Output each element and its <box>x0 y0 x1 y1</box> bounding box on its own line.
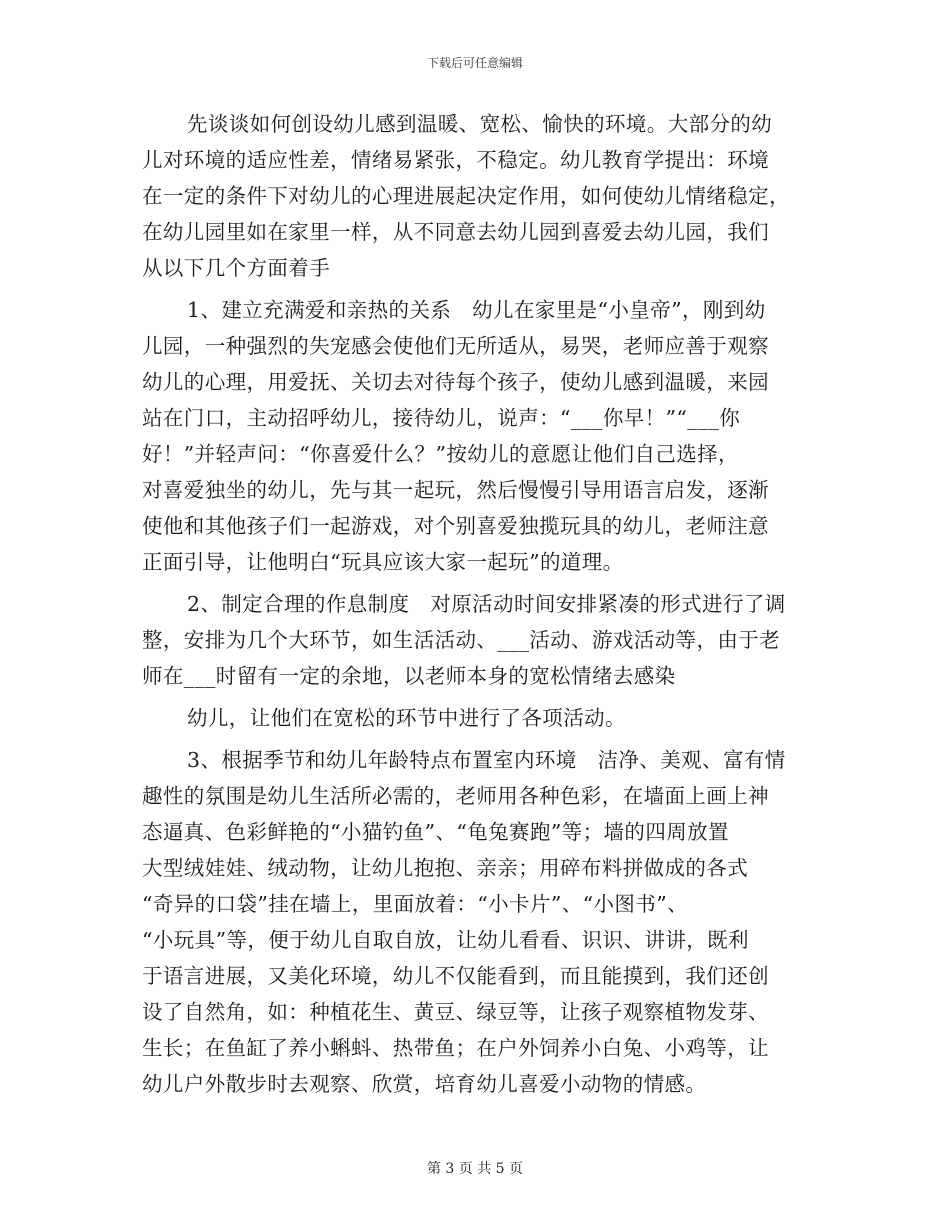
paragraph-3-line-2: 整，安排为几个大环节，如生活活动、___活动、游戏活动等，由于老 <box>142 628 781 652</box>
paragraph-1-line-4: 在幼儿园里如在家里一样，从不同意去幼儿园到喜爱去幼儿园，我们 <box>142 220 769 244</box>
page-header: 下载后可任意编辑 <box>426 56 523 70</box>
paragraph-3-line-3: 师在___时留有一定的余地，以老师本身的宽松情绪去感染 <box>142 664 676 688</box>
paragraph-5-line-7: 于语言进展，又美化环境，幼儿不仅能看到，而且能摸到，我们还创 <box>142 964 769 988</box>
paragraph-4-line-1: 幼儿，让他们在宽松的环节中进行了各项活动。 <box>187 706 626 730</box>
paragraph-2-line-7: 使他和其他孩子们一起游戏，对个别喜爱独揽玩具的幼儿，老师注意 <box>142 514 769 538</box>
document-body <box>142 106 808 1102</box>
paragraph-5-line-1: 3、根据季节和幼儿年龄特点布置室内环境 洁净、美观、富有情 <box>187 748 786 772</box>
paragraph-5-line-8: 设了自然角，如：种植花生、黄豆、绿豆等，让孩子观察植物发芽、 <box>142 1000 769 1024</box>
paragraph-1-line-3: 在一定的条件下对幼儿的心理进展起决定作用，如何使幼儿情绪稳定， <box>142 184 790 208</box>
paragraph-2-line-1: 1、建立充满爱和亲热的关系 幼儿在家里是“小皇帝”，刚到幼 <box>187 298 766 322</box>
paragraph-5-line-10: 幼儿户外散步时去观察、欣赏，培育幼儿喜爱小动物的情感。 <box>142 1072 707 1096</box>
paragraph-1-line-5: 从以下几个方面着手 <box>142 256 331 280</box>
paragraph-3-line-1: 2、制定合理的作息制度 对原活动时间安排紧凑的形式进行了调 <box>187 592 786 616</box>
paragraph-2-line-8: 正面引导，让他明白“玩具应该大家一起玩”的道理。 <box>142 550 624 574</box>
paragraph-5-line-6: “小玩具”等，便于幼儿自取自放，让幼儿看看、识识、讲讲，既利 <box>142 928 749 952</box>
paragraph-2-line-2: 儿园，一种强烈的失宠感会使他们无所适从，易哭，老师应善于观察 <box>142 334 769 358</box>
paragraph-5-line-9: 生长；在鱼缸了养小蝌蚪、热带鱼；在户外饲养小白兔、小鸡等，让 <box>142 1036 769 1060</box>
paragraph-5-line-3: 态逼真、色彩鲜艳的“小猫钓鱼”、“龟兔赛跑”等；墙的四周放置 <box>142 820 729 844</box>
paragraph-5-line-2: 趣性的氛围是幼儿生活所必需的，老师用各种色彩，在墙面上画上神 <box>142 784 769 808</box>
paragraph-2-line-5: 好！”并轻声问：“你喜爱什么？”按幼儿的意愿让他们自己选择， <box>142 442 739 466</box>
paragraph-1-line-1: 先谈谈如何创设幼儿感到温暖、宽松、愉快的环境。大部分的幼 <box>187 112 773 136</box>
page-number-footer: 第 3 页 共 5 页 <box>426 1161 524 1177</box>
paragraph-2-line-4: 站在门口，主动招呼幼儿，接待幼儿，说声：“___你早！”“___你 <box>142 406 741 430</box>
paragraph-5-line-4: 大型绒娃娃、绒动物，让幼儿抱抱、亲亲；用碎布料拼做成的各式 <box>142 856 749 880</box>
paragraph-2-line-6: 对喜爱独坐的幼儿，先与其一起玩，然后慢慢引导用语言启发，逐渐 <box>142 478 769 502</box>
paragraph-1-line-2: 儿对环境的适应性差，情绪易紧张，不稳定。幼儿教育学提出：环境 <box>142 148 769 172</box>
paragraph-2-line-3: 幼儿的心理，用爱抚、关切去对待每个孩子，使幼儿感到温暖，来园 <box>142 370 769 394</box>
paragraph-5-line-5: “奇异的口袋”挂在墙上，里面放着：“小卡片”、“小图书”、 <box>142 892 688 916</box>
